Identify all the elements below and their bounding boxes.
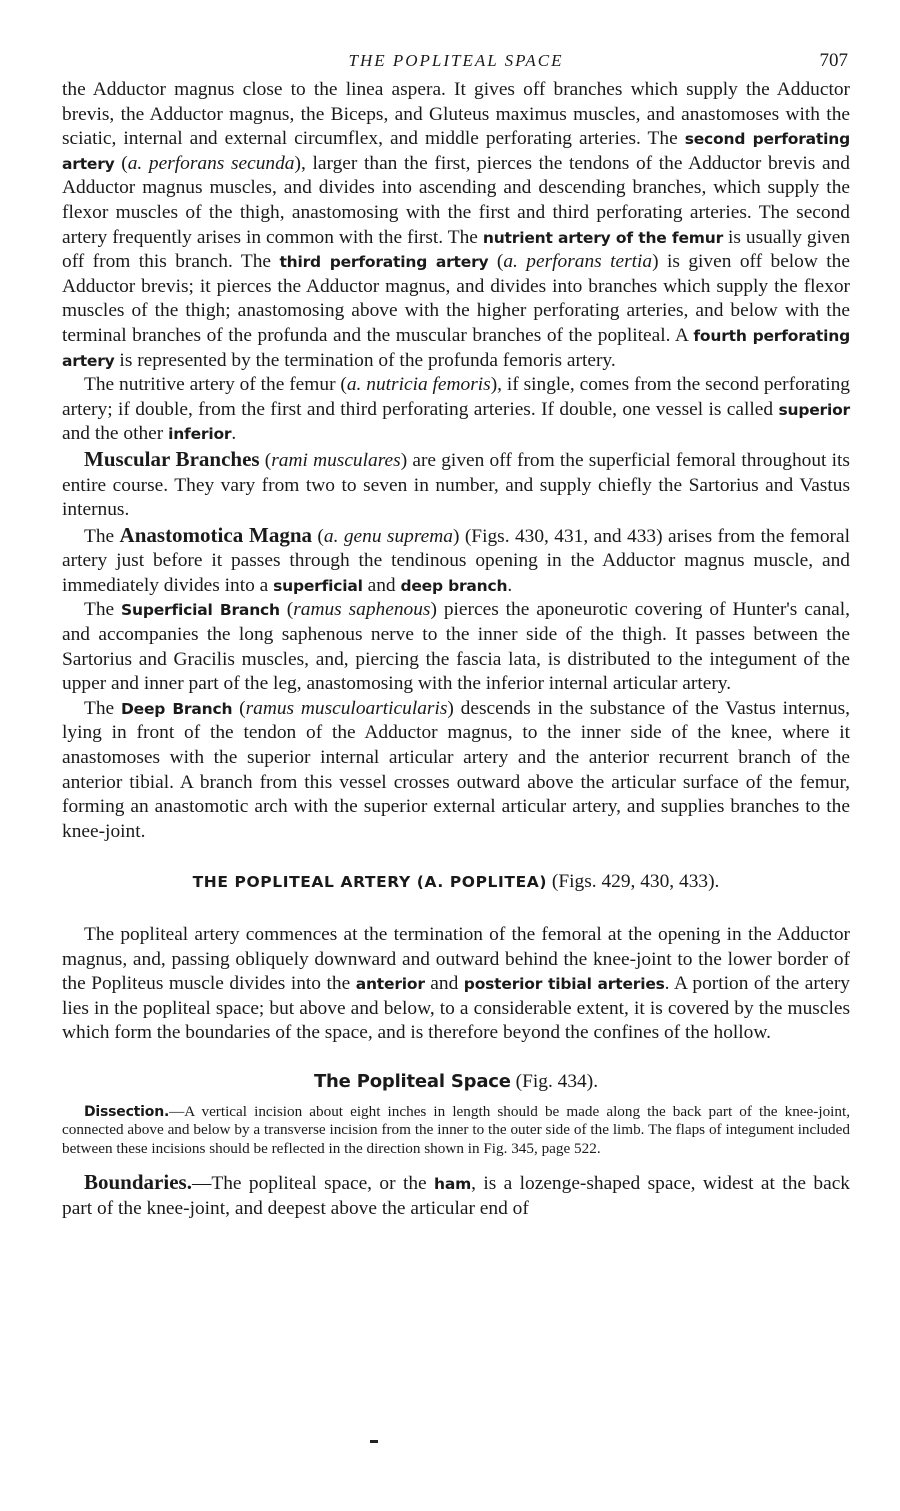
text-run: , is a lozenge-shaped space, widest at the back part of the knee-joint, and deepest above the articular end of — [62, 1173, 850, 1219]
paragraph-anastomotica-magna — [62, 523, 850, 599]
term-superior: superior — [778, 400, 850, 419]
printer-mark — [370, 1440, 378, 1443]
text-run: . A portion of the artery lies in the popliteal space; but above and below, to a considerable extent, it is covered by the muscles which form the boundaries of the space, and is therefore beyond the confines of the hollow. — [62, 973, 850, 1044]
term-second-perforating-artery: second perforating artery — [62, 130, 850, 173]
text-run: and — [424, 973, 464, 995]
text-run: and the other — [62, 423, 169, 445]
latin-term: a. nutricia femoris — [346, 374, 491, 396]
latin-term: ramus saphenous — [293, 599, 431, 621]
subheading-bold: The Popliteal Space — [313, 1070, 511, 1092]
term-anastomotica-magna: Anastomotica Magna — [119, 522, 313, 547]
latin-term: a. genu suprema — [323, 525, 453, 547]
text-run: . — [507, 574, 513, 596]
text-run: ) pierces the aponeurotic covering of Hunter's canal, and accompanies the long saphenous nerve to the inner side of the thigh. It passes between the Sartorius and Gracilis muscles, and, piercing the fascia lata, is distributed to the integument of the upper and inner part of the leg, anastomosing with the inferior internal articular artery. — [62, 599, 850, 695]
text-run: . — [231, 423, 237, 445]
heading-figure-ref: (Figs. 429, 430, 433). — [547, 871, 720, 893]
paragraph-boundaries — [62, 1170, 850, 1221]
text-run: ( — [232, 697, 246, 719]
text-run: and — [362, 574, 401, 596]
term-fourth-perforating-artery: fourth perforating artery — [62, 326, 850, 370]
latin-term: a. perforans secunda — [127, 152, 295, 174]
term-dissection: Dissection. — [84, 1103, 170, 1120]
paragraph-nutritive-artery — [62, 373, 850, 447]
text-run: ) are given off from the superficial femoral throughout its entire course. They vary from two to seven in number, and supply chiefly the Sartorius and Vastus internus. — [62, 449, 850, 521]
term-muscular-branches: Muscular Branches — [84, 446, 260, 471]
text-run: ( — [488, 251, 504, 273]
text-run: ( — [259, 449, 272, 471]
term-nutrient-artery: nutrient artery of the femur — [482, 228, 724, 247]
text-run: ) descends in the substance of the Vastus internus, lying in front of the tendon of the Adductor magnus, to the inner side of the knee, where it anastomoses with the superior internal articular artery and the anterior recurrent branch of the anterior tibial. A branch from this vessel crosses outward above the articular surface of the femur, forming an anastomotic arch with the superior external articular artery, and supplies branches to the knee-joint. — [62, 697, 851, 842]
subheading-popliteal-space — [62, 1070, 850, 1095]
term-superficial-branch: Superficial Branch — [121, 601, 280, 620]
text-run: is represented by the termination of the profunda femoris artery. — [114, 349, 616, 371]
text-run: ) is given off below the Adductor brevis; it pierces the Adductor magnus, and divides into branches which supply the flexor muscles of the thigh; anastomosing above with the higher perforating arteries, and below with the terminal branches of the profunda and the muscular branches of the popliteal. A — [62, 251, 850, 346]
text-run: ), larger than the first, pierces the tendons of the Adductor brevis and Adductor magnus muscles, and divides into ascending and descending branches, which supply the flexor muscles of the thigh, anastomosing with the first and third perforating arteries. The second artery frequently arises in common with the first. The — [62, 152, 850, 248]
paragraph-popliteal-artery — [62, 923, 850, 1046]
term-boundaries: Boundaries. — [84, 1170, 192, 1195]
page-number: 707 — [819, 50, 848, 71]
latin-term: rami musculares — [271, 449, 401, 471]
paragraph-muscular-branches — [62, 447, 850, 523]
term-anterior: anterior — [355, 975, 425, 994]
text-run: —A vertical incision about eight inches in length should be made along the back part of the knee-joint, connected above and below by a transverse incision from the inner to the outer side of the limb. The flaps of integument included between these incisions should be reflected in the direction shown in Fig. 345, page 522. — [62, 1102, 850, 1157]
text-run: the Adductor magnus close to the linea aspera. It gives off branches which supply the Adductor brevis, the Adductor magnus, the Biceps, and Gluteus maximus muscles, and anastomoses with the sciatic, internal and external circumflex, and middle perforating arteries. The — [62, 79, 850, 150]
term-ham: ham — [434, 1175, 472, 1194]
latin-term: ramus musculoarticularis — [245, 697, 448, 719]
text-run: The — [84, 697, 121, 719]
text-run: The popliteal artery commences at the termination of the femoral at the opening in the Adductor magnus, and, passing obliquely downward and outward behind the knee-joint to the lower border of the Popliteus muscle divides into the — [62, 924, 850, 995]
text-run: The — [84, 525, 120, 547]
running-header — [62, 44, 850, 78]
paragraph-perforating-arteries — [62, 78, 850, 373]
section-heading-popliteal-artery — [62, 870, 850, 895]
term-posterior-tibial-arteries: posterior tibial arteries — [463, 975, 665, 994]
text-run: is usually given off from this branch. The — [62, 226, 851, 273]
text-run: The — [84, 599, 122, 621]
term-inferior: inferior — [168, 425, 232, 444]
paragraph-superficial-branch — [62, 598, 850, 696]
term-third-perforating-artery: third perforating artery — [279, 253, 489, 272]
running-title: THE POPLITEAL SPACE — [348, 51, 564, 70]
heading-caps: THE POPLITEAL ARTERY (A. POPLITEA) — [192, 873, 548, 892]
text-run: ), if single, comes from the second perforating artery; if double, from the first and third perforating arteries. If double, one vessel is called — [62, 374, 851, 420]
term-deep-branch-heading: Deep Branch — [120, 699, 233, 718]
text-run: The nutritive artery of the femur ( — [84, 374, 347, 396]
text-run: ( — [279, 599, 294, 621]
latin-term: a. perforans tertia — [503, 251, 653, 273]
subheading-figure-ref: (Fig. 434). — [510, 1070, 599, 1092]
paragraph-deep-branch — [62, 697, 850, 845]
paragraph-dissection — [62, 1103, 850, 1159]
term-deep-branch: deep branch — [400, 576, 508, 595]
text-run: ( — [312, 525, 324, 547]
text-run: ) (Figs. 430, 431, and 433) arises from the femoral artery just before it passes through the tendinous opening in the Adductor magnus muscle, and immediately divides into a — [62, 525, 850, 596]
term-superficial: superficial — [273, 576, 363, 595]
text-run: —The popliteal space, or the — [191, 1173, 435, 1195]
text-run: ( — [114, 152, 128, 174]
